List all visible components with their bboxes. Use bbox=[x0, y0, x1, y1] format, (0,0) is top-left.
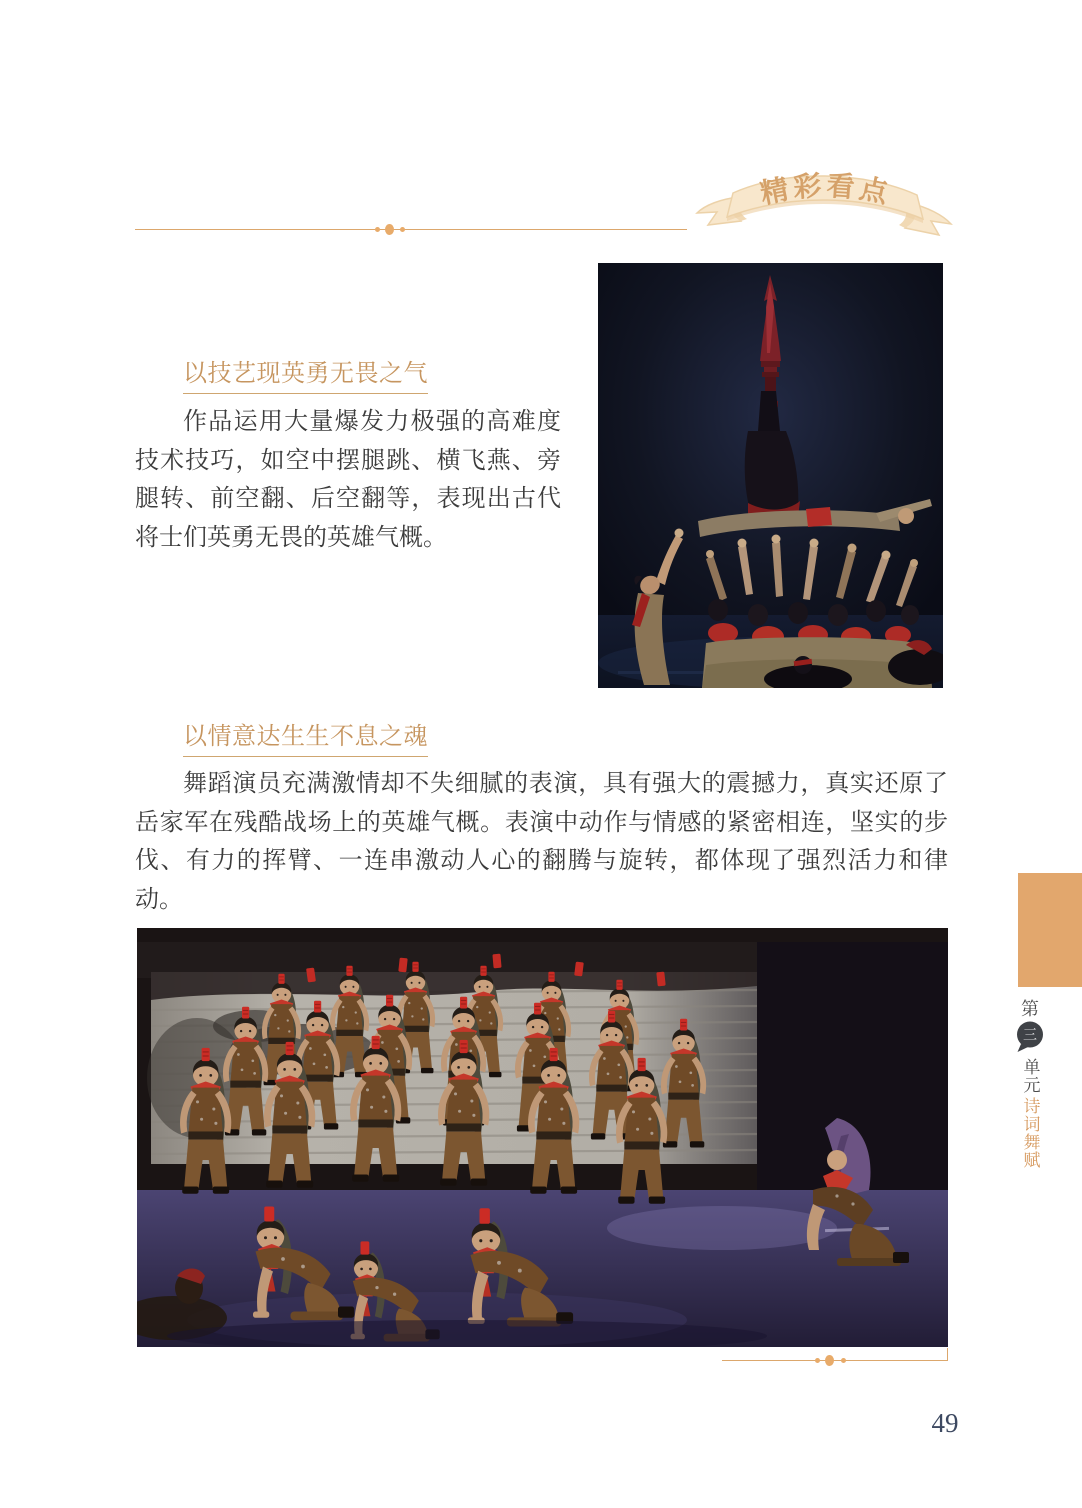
ribbon-icon bbox=[693, 163, 955, 255]
unit-prefix: 第 bbox=[1021, 999, 1039, 1019]
page-number: 49 bbox=[931, 1408, 959, 1438]
divider-dot bbox=[841, 1358, 846, 1363]
divider-dot bbox=[385, 224, 394, 235]
bottom-divider bbox=[722, 1360, 948, 1361]
divider-dot bbox=[400, 227, 405, 232]
section-body-1: 作品运用大量爆发力极强的高难度技术技巧，如空中摆腿跳、横飞燕、旁腿转、前空翻、后空翻等，表现出古代将士们英勇无畏的英雄气概。 bbox=[135, 409, 561, 551]
dance-photo-group bbox=[137, 928, 948, 1347]
banner-label: 精彩看点 bbox=[757, 169, 895, 210]
dance-photo-spear bbox=[598, 263, 943, 688]
divider-dot bbox=[375, 227, 380, 232]
highlights-banner bbox=[693, 163, 955, 255]
divider-dot bbox=[825, 1355, 834, 1366]
unit-suffix: 单元 bbox=[1020, 1058, 1040, 1094]
divider-dot bbox=[815, 1358, 820, 1363]
section-body-2: 舞蹈演员充满激情却不失细腻的表演，具有强大的震撼力，真实还原了岳家军在残酷战场上的英雄气概。表演中动作与情感的紧密相连，坚实的步伐、有力的挥臂、一连串激动人心的翻腾与旋转，都体现了强烈活力和律动。 bbox=[135, 771, 948, 913]
section-heading-1: 以技艺现英勇无畏之气 bbox=[183, 361, 428, 394]
book-title-text: 诗词舞赋 bbox=[1020, 1097, 1040, 1169]
sidebar-unit-label bbox=[1016, 1000, 1044, 1094]
unit-number-badge bbox=[1016, 1021, 1044, 1054]
sidebar-accent-block bbox=[1018, 873, 1082, 987]
section-heading-2: 以情意达生生不息之魂 bbox=[183, 724, 428, 757]
divider-corner-tick bbox=[947, 1348, 948, 1360]
unit-number: 三 bbox=[1023, 1026, 1037, 1043]
sidebar-book-title bbox=[1016, 1097, 1044, 1169]
top-divider bbox=[135, 229, 687, 230]
